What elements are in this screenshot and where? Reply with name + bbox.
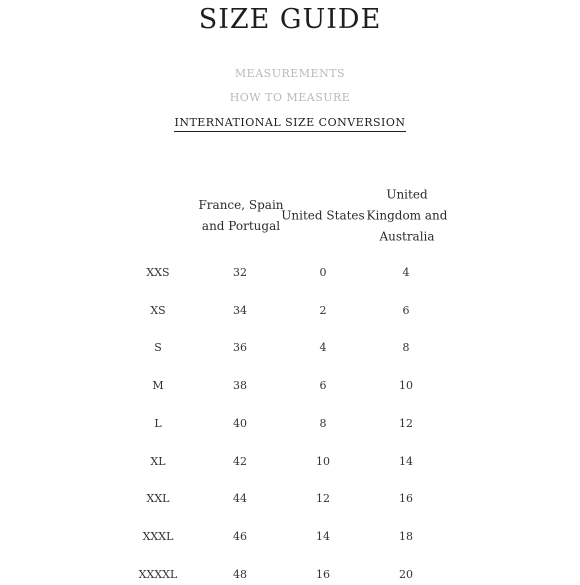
nav-size-conversion-link[interactable]: INTERNATIONAL SIZE CONVERSION xyxy=(174,116,405,132)
nav-how-to-measure-link[interactable]: HOW TO MEASURE xyxy=(229,91,351,104)
size-value-cell: 14 xyxy=(399,454,413,468)
size-label-cell: XL xyxy=(150,454,166,468)
size-label-cell: XXXL xyxy=(142,529,174,543)
size-label-cell: XXXXL xyxy=(138,567,178,581)
nav-measurements-link[interactable]: MEASUREMENTS xyxy=(234,67,346,80)
size-value-cell: 38 xyxy=(233,379,247,393)
size-label-cell: XS xyxy=(150,303,166,317)
size-label-cell: S xyxy=(154,341,162,355)
size-value-cell: 42 xyxy=(233,454,247,468)
size-value-cell: 12 xyxy=(316,492,330,506)
size-label-cell: M xyxy=(152,379,164,393)
size-label-cell: XXS xyxy=(146,266,170,279)
size-value-cell: 10 xyxy=(316,454,330,468)
size-value-cell: 48 xyxy=(233,567,247,581)
size-value-cell: 46 xyxy=(233,529,247,543)
size-value-cell: 0 xyxy=(319,266,327,279)
size-value-cell: 8 xyxy=(319,416,327,430)
size-value-cell: 36 xyxy=(233,341,247,355)
size-value-cell: 12 xyxy=(399,416,413,430)
size-label-cell: XXL xyxy=(146,492,170,506)
size-value-cell: 2 xyxy=(319,303,327,317)
size-value-cell: 4 xyxy=(319,341,327,355)
size-value-cell: 34 xyxy=(233,303,247,317)
size-value-cell: 16 xyxy=(316,567,330,581)
header-france-spain-portugal: France, Spain and Portugal xyxy=(198,198,284,233)
size-value-cell: 44 xyxy=(233,492,247,506)
size-value-cell: 6 xyxy=(319,379,327,393)
size-value-cell: 4 xyxy=(402,266,410,279)
size-value-cell: 16 xyxy=(399,492,413,506)
size-value-cell: 14 xyxy=(316,529,330,543)
size-value-cell: 40 xyxy=(233,416,247,430)
size-value-cell: 6 xyxy=(402,303,410,317)
header-uk-australia: United Kingdom and Australia xyxy=(366,187,448,244)
size-label-cell: L xyxy=(154,416,162,430)
size-value-cell: 32 xyxy=(233,266,247,279)
size-value-cell: 20 xyxy=(399,567,413,581)
size-value-cell: 10 xyxy=(399,379,413,393)
page-title: SIZE GUIDE xyxy=(198,4,382,35)
size-value-cell: 8 xyxy=(402,341,410,355)
header-united-states: United States xyxy=(281,208,365,223)
size-value-cell: 18 xyxy=(399,529,413,543)
